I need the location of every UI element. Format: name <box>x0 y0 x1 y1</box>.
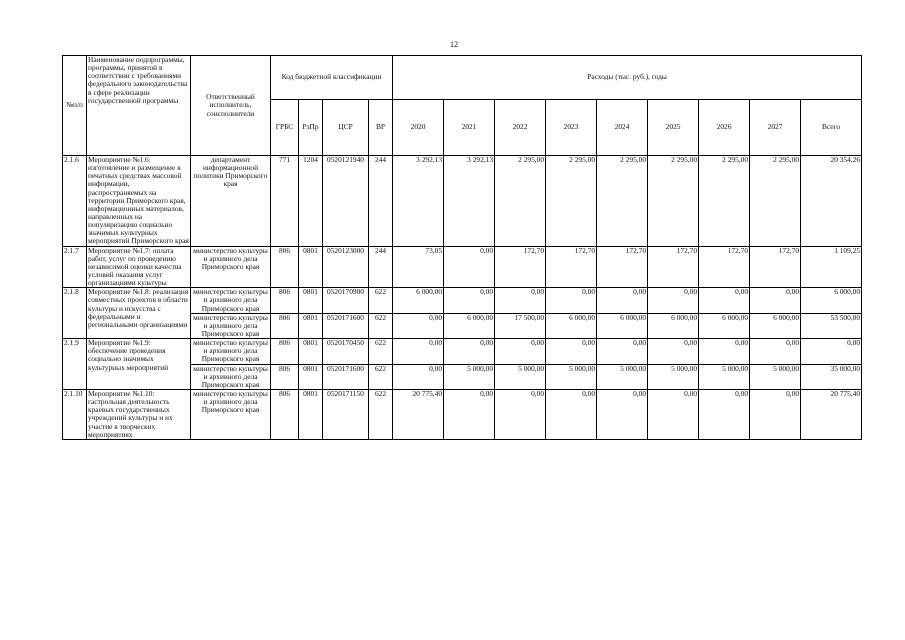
row-number: 2.1.6 <box>63 156 87 247</box>
row-vr: 622 <box>369 364 393 389</box>
row-vr: 622 <box>369 313 393 338</box>
row-grbs: 806 <box>271 288 299 313</box>
header-year: 2022 <box>495 100 546 156</box>
row-csr: 0520171600 <box>323 313 369 338</box>
row-rzpr: 0801 <box>299 288 323 313</box>
row-vr: 244 <box>369 246 393 288</box>
row-value: 73,05 <box>393 246 444 288</box>
row-number: 2.1.10 <box>63 389 87 439</box>
row-value: 6 000,00 <box>648 313 699 338</box>
row-value: 17 500,00 <box>495 313 546 338</box>
row-value: 172,70 <box>648 246 699 288</box>
table-row <box>63 156 862 247</box>
row-grbs: 806 <box>271 246 299 288</box>
row-value: 6 000,00 <box>546 313 597 338</box>
row-value: 0,00 <box>495 389 546 439</box>
header-rzpr: РзПр <box>299 100 323 156</box>
row-value: 0,00 <box>393 364 444 389</box>
row-rzpr: 1204 <box>299 156 323 247</box>
header-year: 2021 <box>444 100 495 156</box>
row-value: 35 000,00 <box>801 364 862 389</box>
row-rzpr: 0801 <box>299 246 323 288</box>
row-value: 0,00 <box>546 288 597 313</box>
row-name: Мероприятие №1.6: изготовление и размещение в печатных средствах массовой информации, распространяемых на территории Приморского края, информационных материалов, направленных на популяризацию социально значимых культурных мероприятий Приморского края <box>88 155 189 246</box>
row-value: 6 000,00 <box>597 313 648 338</box>
row-name: Мероприятие №1.7: оплата работ, услуг по проведению независимой оценки качества условий оказания услуг организациями культуры <box>87 246 191 288</box>
row-value: 172,70 <box>699 246 750 288</box>
row-name: Мероприятие №1.8: реализация совместных проектов в области культуры и искусства с федеральными и региональными организациями <box>87 288 191 339</box>
row-value: 0,00 <box>597 288 648 313</box>
header-year: Всего <box>801 100 862 156</box>
row-number: 2.1.7 <box>63 246 87 288</box>
row-value: 0,00 <box>750 389 801 439</box>
row-value: 0,00 <box>648 288 699 313</box>
header-num: №п/п <box>63 56 87 156</box>
row-value: 6 000,00 <box>393 288 444 313</box>
header-row-top <box>63 56 862 100</box>
row-value: 0,00 <box>648 339 699 364</box>
row-csr: 0520121940 <box>323 156 369 247</box>
row-csr: 0520171150 <box>323 389 369 439</box>
row-value: 2 295,00 <box>750 156 801 247</box>
row-value: 0,00 <box>648 389 699 439</box>
row-value: 172,70 <box>597 246 648 288</box>
row-vr: 622 <box>369 339 393 364</box>
row-value: 20 775,40 <box>801 389 862 439</box>
row-executor: департамент информационной политики Приморского края <box>191 156 271 247</box>
row-executor: министерство культуры и архивного дела Приморского края <box>191 313 271 338</box>
row-value: 2 295,00 <box>648 156 699 247</box>
header-year: 2024 <box>597 100 648 156</box>
row-vr: 244 <box>369 156 393 247</box>
row-number: 2.1.8 <box>63 288 87 339</box>
row-value: 0,00 <box>750 339 801 364</box>
row-csr: 0520170450 <box>323 339 369 364</box>
row-value: 0,00 <box>546 339 597 364</box>
header-expenses: Расходы (тыс. руб.), годы <box>393 56 862 100</box>
row-value: 0,00 <box>750 288 801 313</box>
row-rzpr: 0801 <box>299 313 323 338</box>
row-grbs: 806 <box>271 339 299 364</box>
header-executor: Ответственный исполнитель, соисполнители <box>191 56 271 156</box>
row-name: Мероприятие №1.9: обеспечение проведения социально значимых культурных мероприятий <box>87 339 191 390</box>
row-value: 5 000,00 <box>597 364 648 389</box>
header-grbs: ГРБС <box>271 100 299 156</box>
row-value: 0,00 <box>699 389 750 439</box>
row-value: 5 000,00 <box>495 364 546 389</box>
row-grbs: 771 <box>271 156 299 247</box>
row-value: 3 292,13 <box>393 156 444 247</box>
row-grbs: 806 <box>271 364 299 389</box>
row-value: 53 500,00 <box>801 313 862 338</box>
row-name: Мероприятие №1.10: гастрольная деятельность краевых государственных учреждений культуры и их участие в творческих мероприятиях <box>87 389 191 439</box>
row-value: 0,00 <box>699 288 750 313</box>
row-value: 0,00 <box>546 389 597 439</box>
table-row <box>63 246 862 288</box>
row-value: 0,00 <box>444 389 495 439</box>
row-csr: 0520123000 <box>323 246 369 288</box>
row-grbs: 806 <box>271 313 299 338</box>
row-value: 2 295,00 <box>597 156 648 247</box>
row-number: 2.1.9 <box>63 339 87 390</box>
row-executor: министерство культуры и архивного дела Приморского края <box>191 246 271 288</box>
row-executor: министерство культуры и архивного дела Приморского края <box>191 389 271 439</box>
row-value: 0,00 <box>801 339 862 364</box>
table-row <box>63 389 862 439</box>
header-year: 2020 <box>393 100 444 156</box>
row-executor: министерство культуры и архивного дела Приморского края <box>191 339 271 364</box>
row-vr: 622 <box>369 389 393 439</box>
header-csr: ЦСР <box>323 100 369 156</box>
row-value: 2 295,00 <box>546 156 597 247</box>
row-value: 5 000,00 <box>648 364 699 389</box>
row-value: 20 354,26 <box>801 156 862 247</box>
row-value: 5 000,00 <box>699 364 750 389</box>
header-year: 2027 <box>750 100 801 156</box>
row-value: 0,00 <box>699 339 750 364</box>
row-value: 3 292,13 <box>444 156 495 247</box>
header-year: 2025 <box>648 100 699 156</box>
row-value: 0,00 <box>444 288 495 313</box>
row-executor: министерство культуры и архивного дела Приморского края <box>191 288 271 313</box>
header-year: 2026 <box>699 100 750 156</box>
row-value: 1 109,25 <box>801 246 862 288</box>
row-value: 172,70 <box>546 246 597 288</box>
table-row <box>63 288 862 313</box>
header-budget-code: Код бюджетной классификации <box>271 56 393 100</box>
table-row <box>63 339 862 364</box>
row-value: 5 000,00 <box>750 364 801 389</box>
row-value: 0,00 <box>495 288 546 313</box>
row-value: 20 775,40 <box>393 389 444 439</box>
row-value: 172,70 <box>750 246 801 288</box>
budget-table <box>62 55 862 440</box>
row-value: 0,00 <box>444 246 495 288</box>
row-value: 6 000,00 <box>699 313 750 338</box>
row-csr: 0520170900 <box>323 288 369 313</box>
row-rzpr: 0801 <box>299 364 323 389</box>
row-value: 2 295,00 <box>699 156 750 247</box>
row-value: 0,00 <box>597 339 648 364</box>
page-number: 12 <box>450 40 458 49</box>
row-executor: министерство культуры и архивного дела Приморского края <box>191 364 271 389</box>
header-name: Наименование подпрограммы, программы, принятой в соответствии с требованиями федерального законодательства в сфере реализации государственной программы <box>87 56 191 156</box>
row-value: 6 000,00 <box>444 313 495 338</box>
row-rzpr: 0801 <box>299 339 323 364</box>
row-vr: 622 <box>369 288 393 313</box>
header-vr: ВР <box>369 100 393 156</box>
row-value: 6 000,00 <box>750 313 801 338</box>
row-value: 6 000,00 <box>801 288 862 313</box>
row-value: 5 000,00 <box>444 364 495 389</box>
row-value: 0,00 <box>495 339 546 364</box>
row-csr: 0520171600 <box>323 364 369 389</box>
row-value: 0,00 <box>597 389 648 439</box>
row-grbs: 806 <box>271 389 299 439</box>
row-value: 0,00 <box>393 313 444 338</box>
row-value: 0,00 <box>444 339 495 364</box>
row-value: 0,00 <box>393 339 444 364</box>
header-year: 2023 <box>546 100 597 156</box>
row-rzpr: 0801 <box>299 389 323 439</box>
row-value: 2 295,00 <box>495 156 546 247</box>
row-value: 5 000,00 <box>546 364 597 389</box>
row-value: 172,70 <box>495 246 546 288</box>
